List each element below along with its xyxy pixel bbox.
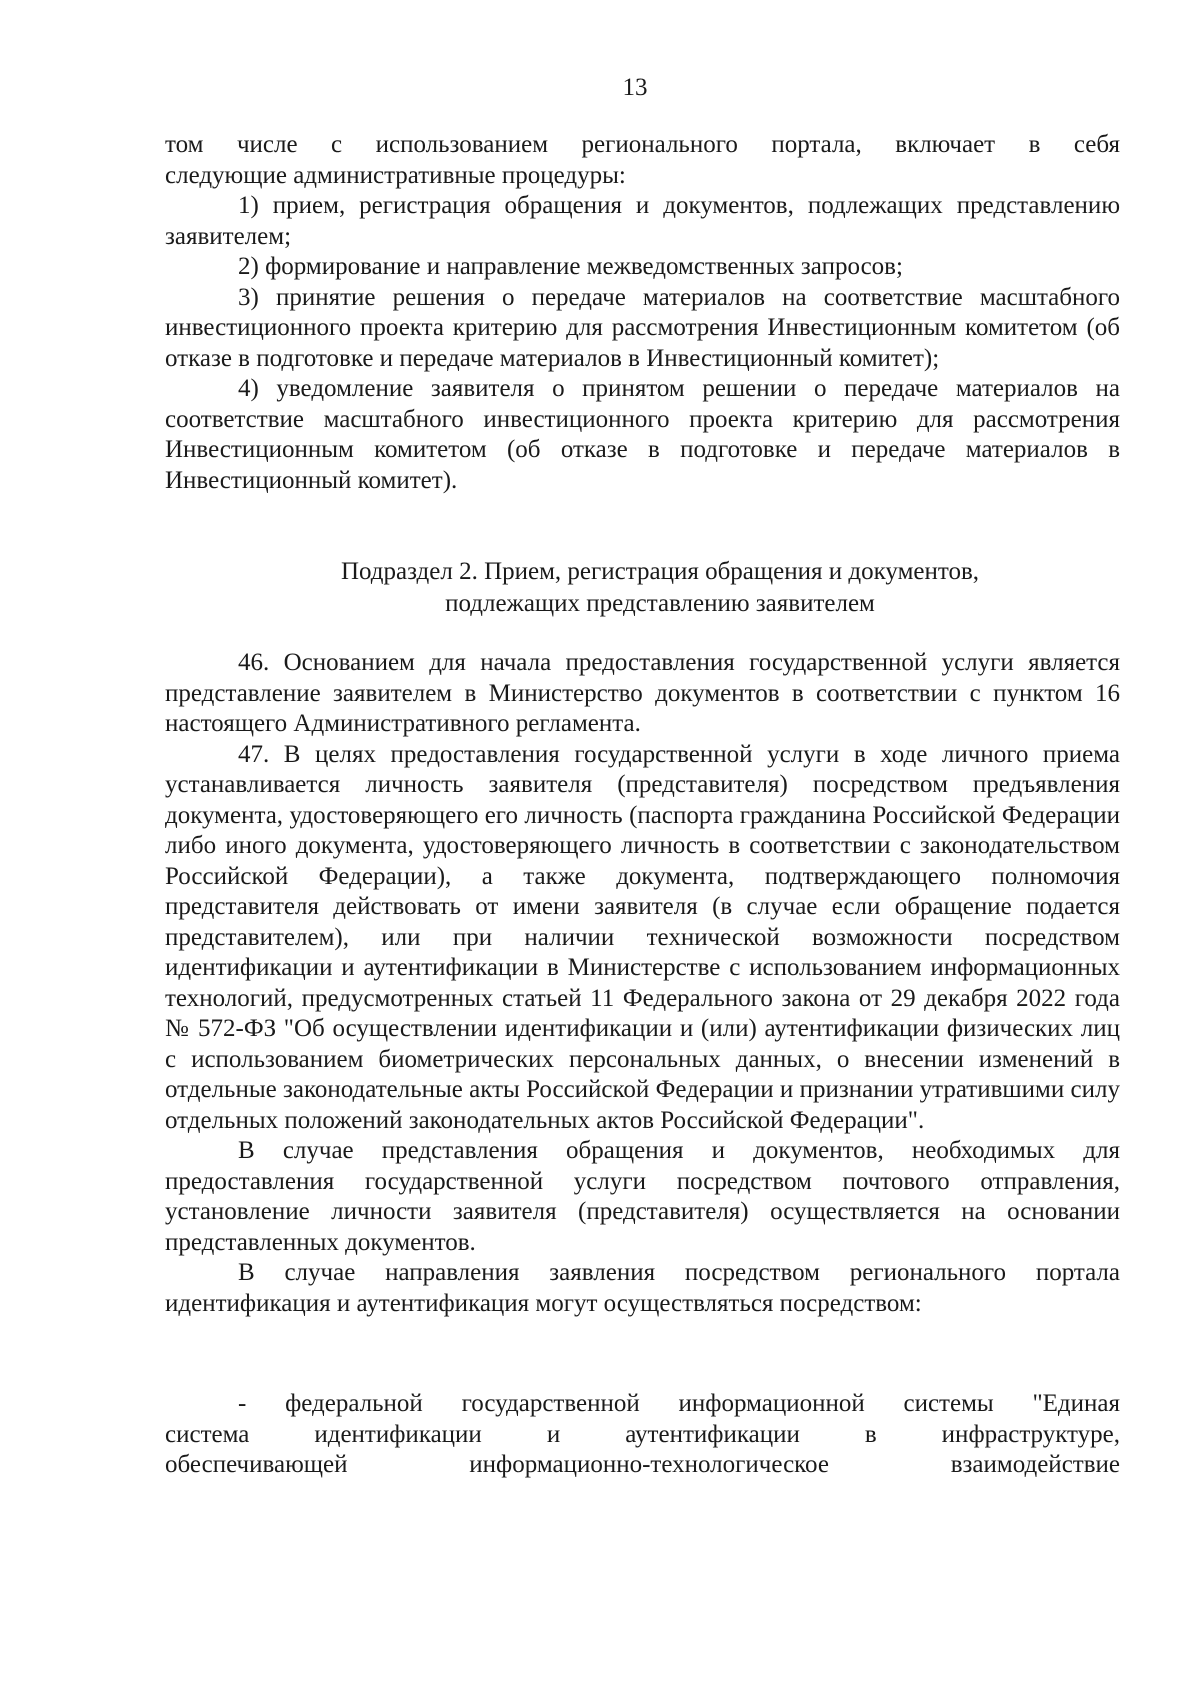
procedures-list — [165, 191, 1120, 496]
list-item-1: 1) прием, регистрация обращения и документов, подлежащих представлению заявителем; — [165, 192, 1120, 250]
subsection-heading — [205, 556, 1115, 620]
intro-line-1: том числе с использованием регионального портала, включает в себя — [165, 131, 1120, 158]
page-number: 13 — [622, 74, 648, 101]
intro-line-2: следующие административные процедуры: — [165, 161, 626, 189]
final-item-line-3: обеспечивающей информационно-технологическое взаимодействие — [165, 1451, 1120, 1478]
final-item-line-1: - федеральной государственной информационной системы "Единая — [238, 1390, 1120, 1417]
paragraph-46: 46. Основанием для начала предоставления государственной услуги является представление заявителем в Министерство документов в соответствии с пунктом 16 настоящего Административного регламента. — [165, 649, 1120, 737]
final-item — [165, 1389, 1120, 1481]
paragraph-47: 47. В целях предоставления государственной услуги в ходе личного приема устанавливается личность заявителя (представителя) посредством предъявления документа, удостоверяющего его личность (паспорта гражданина Российской Федерации либо иного документа, удостоверяющего личность в соответствии с законодательством Российской Федерации), а также документа, подтверждающего полномочия представителя действовать от имени заявителя (в случае если обращение подается представителем), или при наличии технической возможности посредством идентификации и аутентификации в Министерстве с использованием информационных технологий, предусмотренных статьей 11 Федерального закона от 29 декабря 2022 года № 572-ФЗ "Об осуществлении идентификации и (или) аутентификации физических лиц с использованием биометрических персональных данных, о внесении изменений в отдельные законодательные акты Российской Федерации и признании утратившими силу отдельных положений законодательных актов Российской Федерации". — [165, 740, 1120, 1134]
list-item-3: 3) принятие решения о передаче материалов на соответствие масштабного инвестиционного проекта критерию для рассмотрения Инвестиционным комитетом (об отказе в подготовке и передаче материалов в Инвестиционный комитет); — [165, 283, 1120, 372]
list-item-2: 2) формирование и направление межведомственных запросов; — [238, 253, 903, 280]
subsection-heading-line-1: Подраздел 2. Прием, регистрация обращения и документов, — [340, 558, 980, 585]
intro-block — [165, 130, 1120, 191]
main-paragraphs — [165, 648, 1120, 1319]
paragraph-postal: В случае представления обращения и документов, необходимых для предоставления государственной услуги посредством почтового отправления, установление личности заявителя (представителя) осуществляется на основании представленных документов. — [165, 1137, 1120, 1256]
paragraph-portal: В случае направления заявления посредством регионального портала идентификация и аутентификация могут осуществляться посредством: — [165, 1259, 1120, 1317]
final-item-line-2: система идентификации и аутентификации в инфраструктуре, — [165, 1420, 1120, 1448]
subsection-heading-line-2: подлежащих представлению заявителем — [445, 590, 875, 617]
list-item-4: 4) уведомление заявителя о принятом решении о передаче материалов на соответствие масштабного инвестиционного проекта критерию для рассмотрения Инвестиционным комитетом (об отказе в подготовке и передаче материалов в Инвестиционный комитет). — [165, 375, 1120, 494]
